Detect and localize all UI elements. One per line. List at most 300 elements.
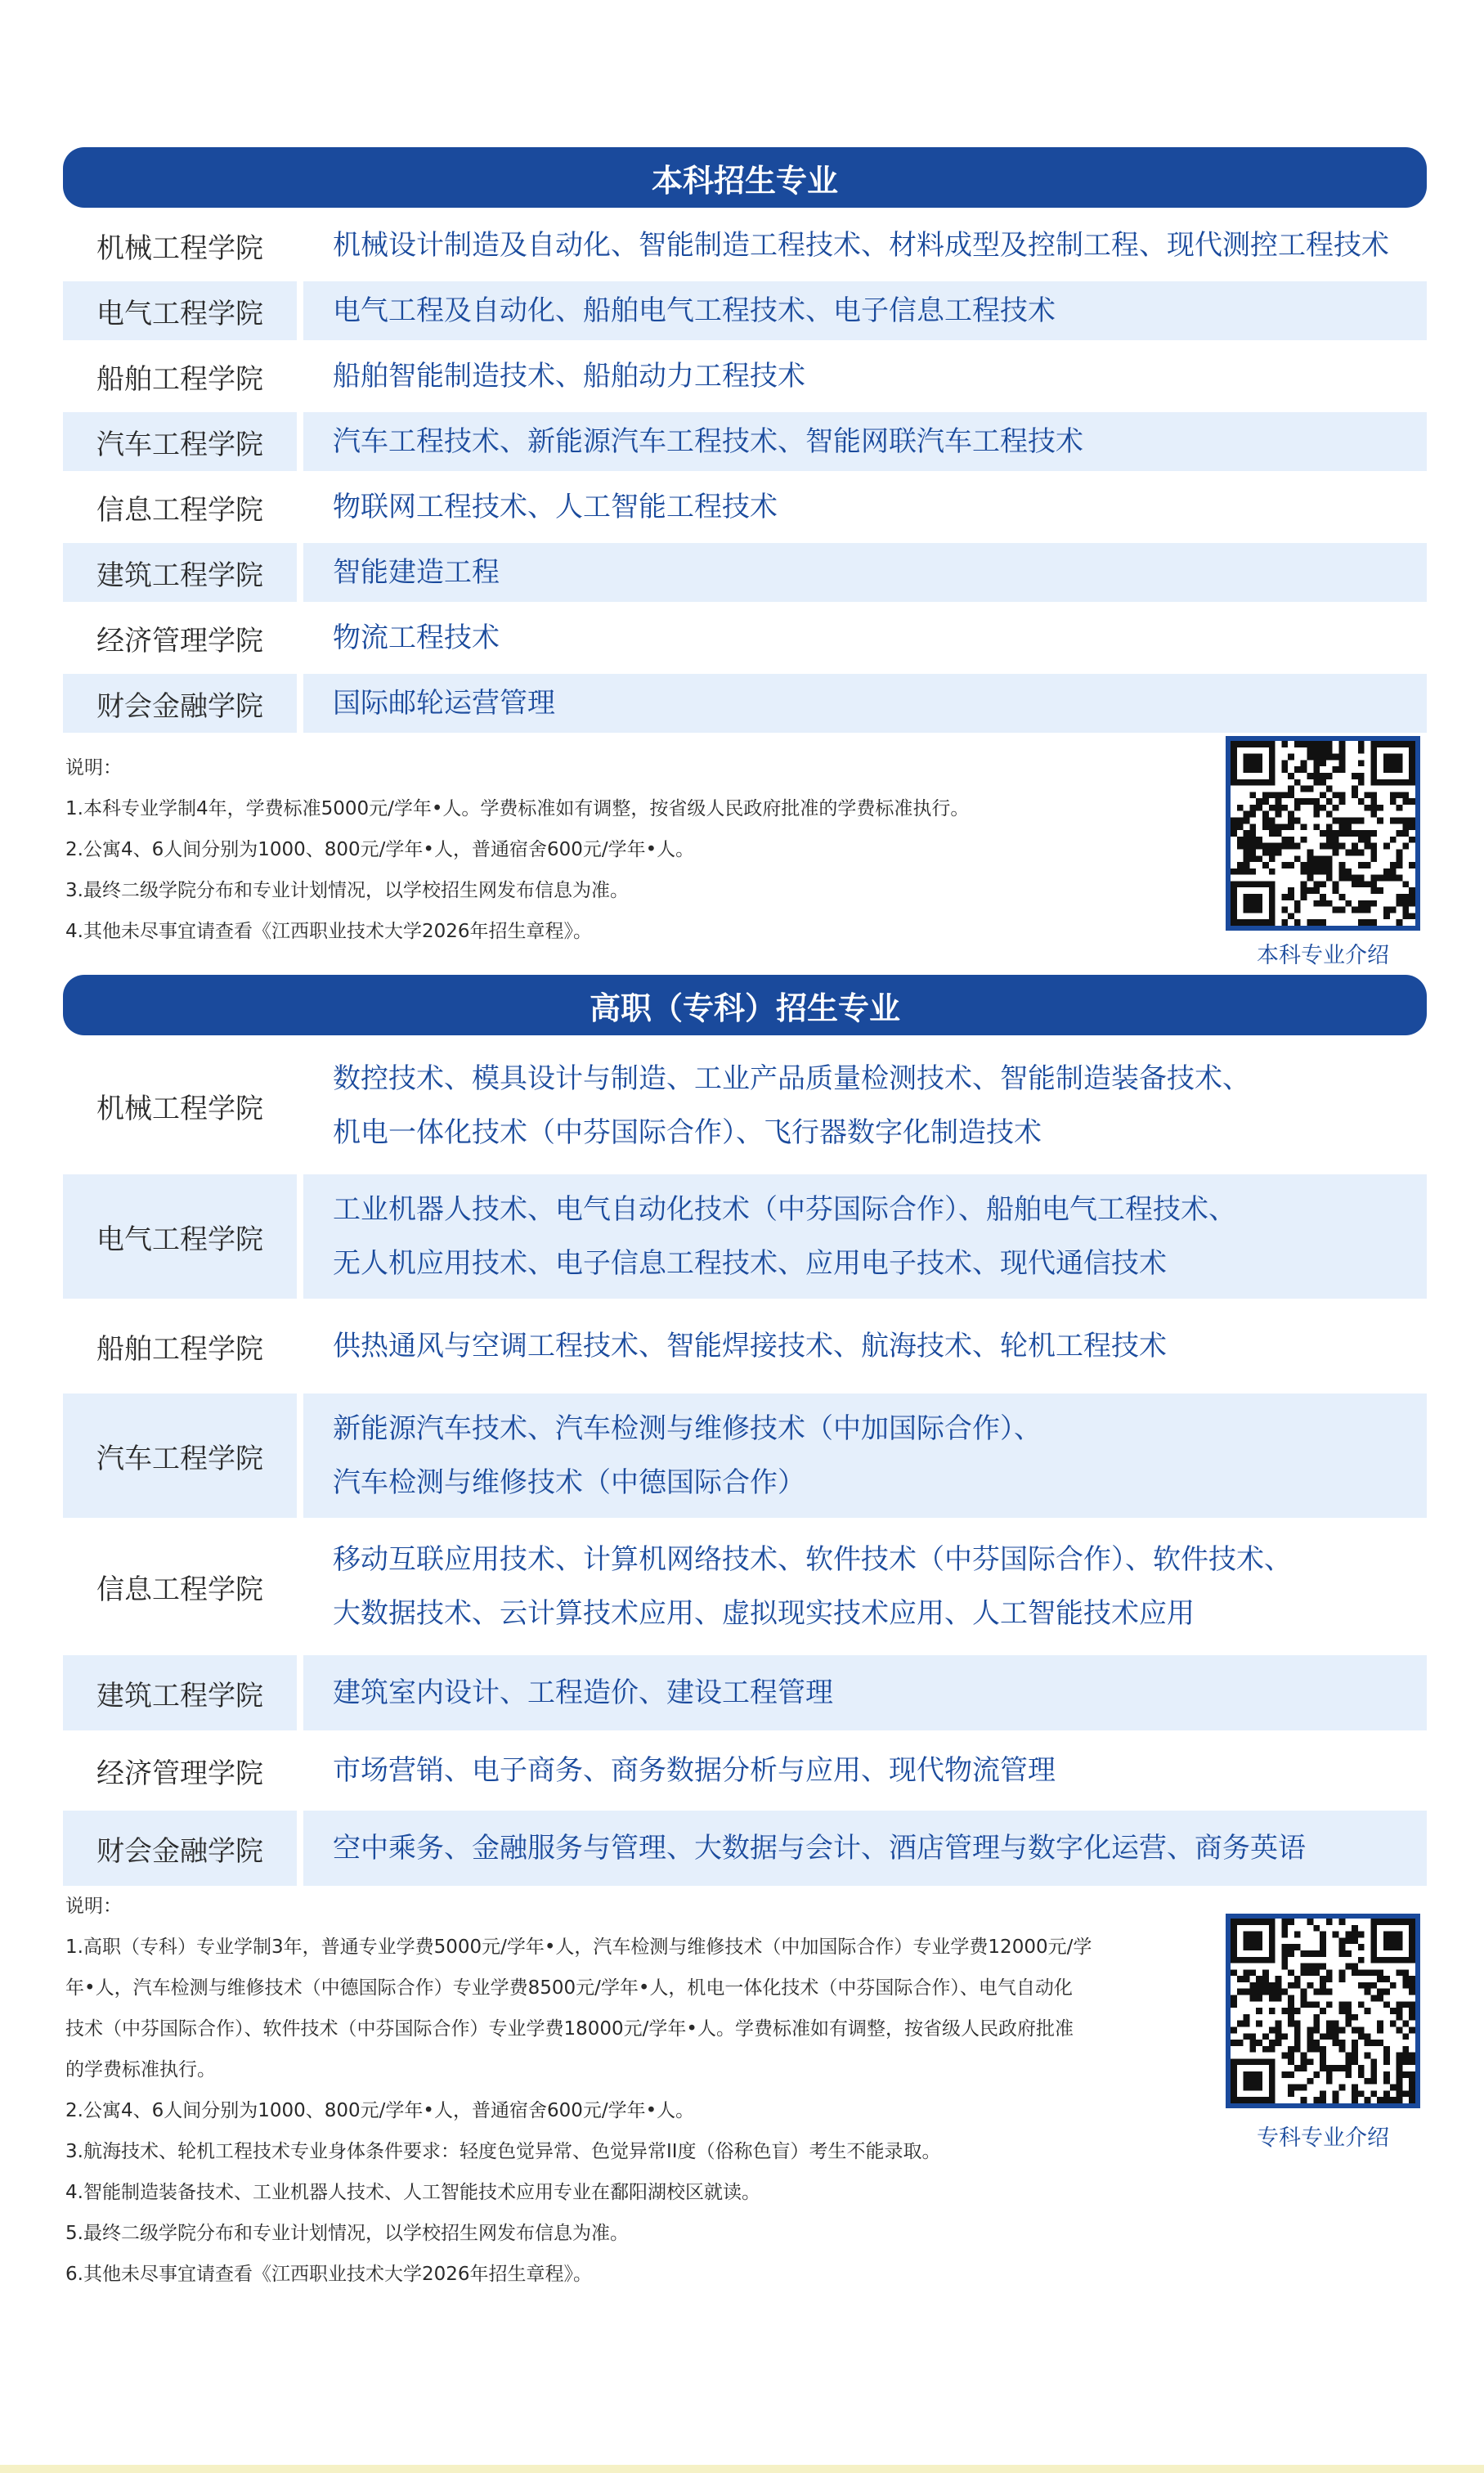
qr-module: [1237, 818, 1244, 824]
qr-module: [1326, 2021, 1333, 2027]
qr-module: [1320, 741, 1326, 747]
qr-module: [1333, 830, 1339, 837]
qr-module: [1358, 1932, 1365, 1938]
qr-module: [1276, 830, 1282, 837]
qr-module: [1326, 2033, 1333, 2040]
qr-module: [1276, 798, 1282, 805]
qr-module: [1307, 741, 1314, 747]
qr-module: [1345, 900, 1352, 907]
qr-module: [1294, 919, 1301, 926]
qr-module: [1281, 919, 1288, 926]
qr-module: [1313, 766, 1320, 773]
vocational-section-title: 高职（专科）招生专业: [63, 975, 1427, 1035]
qr-module: [1320, 747, 1326, 754]
college-name: 电气工程学院: [63, 1174, 297, 1299]
majors-cell: [303, 478, 1427, 536]
qr-module: [1313, 754, 1320, 761]
undergrad-qr-code[interactable]: [1226, 736, 1420, 931]
qr-module: [1320, 2097, 1326, 2103]
qr-module: [1244, 2033, 1250, 2040]
qr-module: [1365, 881, 1371, 887]
qr-module: [1377, 818, 1383, 824]
qr-module: [1294, 2026, 1301, 2033]
qr-module: [1377, 875, 1383, 882]
qr-module: [1307, 2026, 1314, 2033]
qr-module: [1249, 843, 1256, 850]
qr-module: [1390, 2008, 1397, 2014]
qr-module: [1409, 2078, 1415, 2085]
qr-module: [1301, 1995, 1307, 2002]
majors-line: 物联网工程技术、人工智能工程技术: [333, 491, 778, 523]
qr-module: [1333, 2065, 1339, 2071]
qr-module: [1326, 2078, 1333, 2085]
majors-line: 船舶智能制造技术、船舶动力工程技术: [333, 360, 805, 393]
qr-module: [1365, 862, 1371, 868]
table-row: [63, 216, 1427, 275]
table-row: [63, 543, 1427, 602]
qr-module: [1294, 843, 1301, 850]
qr-module: [1294, 766, 1301, 773]
qr-module: [1377, 1995, 1383, 2002]
qr-module: [1313, 2046, 1320, 2053]
qr-module: [1307, 2058, 1314, 2065]
qr-module: [1244, 1932, 1262, 1950]
qr-module: [1352, 792, 1358, 798]
qr-module: [1409, 1989, 1415, 1995]
qr-module: [1402, 818, 1409, 824]
qr-module: [1409, 1976, 1415, 1982]
qr-module: [1281, 741, 1288, 747]
qr-module: [1333, 2090, 1339, 2097]
qr-module: [1294, 2085, 1301, 2091]
qr-module: [1326, 862, 1333, 868]
qr-module: [1352, 830, 1358, 837]
qr-module: [1370, 805, 1377, 811]
qr-module: [1383, 868, 1390, 875]
qr-module: [1320, 1964, 1326, 1970]
qr-module: [1333, 805, 1339, 811]
qr-module: [1383, 2090, 1390, 2097]
qr-module: [1390, 907, 1397, 913]
majors-cell: [303, 1655, 1427, 1730]
qr-module: [1352, 1969, 1358, 1976]
qr-module: [1301, 1989, 1307, 1995]
qr-module: [1409, 2058, 1415, 2065]
qr-module: [1326, 1919, 1333, 1925]
qr-module: [1320, 2058, 1326, 2065]
qr-module: [1409, 837, 1415, 843]
qr-module: [1338, 824, 1345, 830]
qr-module: [1409, 2071, 1415, 2078]
qr-module: [1276, 824, 1282, 830]
qr-module: [1294, 1944, 1301, 1950]
college-name: 汽车工程学院: [63, 412, 297, 471]
college-name: 财会金融学院: [63, 674, 297, 733]
qr-module: [1345, 830, 1352, 837]
qr-module: [1288, 773, 1294, 779]
qr-module: [1269, 1989, 1276, 1995]
qr-module: [1281, 760, 1288, 766]
qr-module: [1231, 2040, 1237, 2046]
qr-module: [1320, 2008, 1326, 2014]
qr-module: [1383, 1976, 1390, 1982]
qr-module: [1307, 773, 1314, 779]
note-line: 的学费标准执行。: [65, 2059, 216, 2080]
qr-module: [1358, 2071, 1365, 2078]
qr-module: [1402, 792, 1409, 798]
qr-module: [1281, 824, 1288, 830]
majors-cell: [303, 1044, 1427, 1168]
qr-module: [1294, 855, 1301, 862]
qr-module: [1377, 1989, 1383, 1995]
qr-module: [1244, 837, 1250, 843]
qr-module: [1352, 2046, 1358, 2053]
qr-module: [1301, 894, 1307, 900]
qr-module: [1256, 2040, 1262, 2046]
qr-module: [1276, 2033, 1282, 2040]
qr-module: [1365, 900, 1371, 907]
qr-module: [1370, 887, 1377, 894]
bottom-strip: [0, 2465, 1484, 2473]
qr-module: [1313, 741, 1320, 747]
qr-module: [1326, 773, 1333, 779]
qr-module: [1377, 2021, 1383, 2027]
qr-module: [1320, 1932, 1326, 1938]
qr-module: [1365, 805, 1371, 811]
qr-module: [1333, 754, 1339, 761]
qr-module: [1307, 798, 1314, 805]
qr-module: [1333, 818, 1339, 824]
note-line: 5.最终二级学院分布和专业计划情况，以学校招生网发布信息为准。: [65, 2223, 629, 2244]
qr-module: [1345, 868, 1352, 875]
qr-module: [1352, 1925, 1358, 1932]
qr-module: [1249, 824, 1256, 830]
qr-module: [1231, 2026, 1237, 2033]
note-line: 技术（中芬国际合作）、软件技术（中芬国际合作）专业学费18000元/学年•人。学费标准如有调整，按省级人民政府批准: [65, 2018, 1074, 2040]
qr-module: [1288, 786, 1294, 792]
college-name: 汽车工程学院: [63, 1394, 297, 1518]
qr-module: [1338, 868, 1345, 875]
qr-module: [1333, 2040, 1339, 2046]
qr-module: [1256, 1995, 1262, 2002]
qr-module: [1338, 2026, 1345, 2033]
qr-module: [1269, 2026, 1276, 2033]
qr-module: [1294, 1932, 1301, 1938]
qr-module: [1231, 1969, 1237, 1976]
qr-module: [1365, 1989, 1371, 1995]
note-line: 2.公寓4、6人间分别为1000、800元/学年•人，普通宿舍600元/学年•人。: [65, 839, 695, 860]
qr-module: [1409, 887, 1415, 894]
qr-module: [1244, 2071, 1262, 2090]
qr-module: [1244, 2021, 1250, 2027]
qr-module: [1301, 798, 1307, 805]
qr-module: [1338, 2065, 1345, 2071]
qr-module: [1333, 2026, 1339, 2033]
qr-module: [1365, 1982, 1371, 1989]
qr-module: [1333, 2033, 1339, 2040]
qr-module: [1307, 919, 1314, 926]
qr-module: [1370, 875, 1377, 882]
qr-module: [1352, 2058, 1358, 2065]
qr-module: [1244, 830, 1250, 837]
majors-cell: [303, 1174, 1427, 1299]
qr-module: [1301, 760, 1307, 766]
qr-module: [1320, 830, 1326, 837]
qr-module: [1231, 1995, 1237, 2002]
qr-module: [1262, 862, 1269, 868]
qr-module: [1365, 919, 1371, 926]
table-row: [63, 1394, 1427, 1518]
qr-module: [1307, 2046, 1314, 2053]
qr-module: [1370, 2071, 1377, 2078]
qr-module: [1326, 824, 1333, 830]
qr-module: [1397, 830, 1403, 837]
qr-module: [1397, 2058, 1403, 2065]
qr-module: [1409, 2053, 1415, 2059]
qr-module: [1390, 798, 1397, 805]
qr-module: [1383, 2071, 1390, 2078]
qr-module: [1276, 1982, 1282, 1989]
qr-module: [1338, 830, 1345, 837]
qr-module: [1288, 2001, 1294, 2008]
qr-module: [1326, 798, 1333, 805]
qr-module: [1402, 2033, 1409, 2040]
qr-module: [1358, 1957, 1365, 1964]
qr-module: [1352, 2090, 1358, 2097]
qr-module: [1313, 798, 1320, 805]
majors-cell: [303, 1394, 1427, 1518]
qr-module: [1383, 913, 1390, 919]
qr-module: [1237, 837, 1244, 843]
qr-module: [1345, 2008, 1352, 2014]
qr-module: [1313, 747, 1320, 754]
qr-module: [1358, 919, 1365, 926]
qr-module: [1288, 792, 1294, 798]
qr-module: [1390, 868, 1397, 875]
qr-module: [1244, 754, 1262, 773]
qr-module: [1397, 2014, 1403, 2021]
qr-module: [1288, 2090, 1294, 2097]
qr-module: [1320, 1944, 1326, 1950]
qr-module: [1281, 2071, 1288, 2078]
qr-module: [1402, 798, 1409, 805]
qr-module: [1301, 2053, 1307, 2059]
qr-module: [1326, 747, 1333, 754]
qr-module: [1256, 855, 1262, 862]
qr-module: [1326, 786, 1333, 792]
qr-module: [1288, 811, 1294, 818]
qr-module: [1281, 1925, 1288, 1932]
qr-module: [1288, 1950, 1294, 1957]
qr-module: [1320, 881, 1326, 887]
qr-module: [1313, 2040, 1320, 2046]
qr-module: [1262, 798, 1269, 805]
qr-module: [1409, 2008, 1415, 2014]
qr-module: [1249, 849, 1256, 855]
qr-module: [1409, 2085, 1415, 2091]
table-row: [63, 1524, 1427, 1649]
qr-module: [1338, 1937, 1345, 1944]
qr-module: [1397, 1969, 1403, 1976]
qr-module: [1333, 837, 1339, 843]
qr-module: [1307, 868, 1314, 875]
qr-module: [1262, 2033, 1269, 2040]
qr-module: [1237, 805, 1244, 811]
qr-module: [1281, 2033, 1288, 2040]
qr-module: [1301, 887, 1307, 894]
qr-module: [1288, 2053, 1294, 2059]
college-name: 机械工程学院: [96, 231, 263, 265]
qr-module: [1294, 2021, 1301, 2027]
qr-module: [1409, 1982, 1415, 1989]
qr-module: [1402, 2021, 1409, 2027]
qr-module: [1370, 2040, 1377, 2046]
qr-module: [1338, 792, 1345, 798]
qr-module: [1288, 843, 1294, 850]
qr-module: [1402, 907, 1409, 913]
qr-module: [1249, 1989, 1256, 1995]
qr-module: [1281, 1944, 1288, 1950]
qr-module: [1338, 2046, 1345, 2053]
qr-module: [1301, 786, 1307, 792]
qr-module: [1313, 1950, 1320, 1957]
qr-module: [1249, 792, 1256, 798]
qr-module: [1345, 2071, 1352, 2078]
qr-module: [1288, 837, 1294, 843]
qr-module: [1338, 894, 1345, 900]
qr-module: [1313, 881, 1320, 887]
qr-module: [1358, 798, 1365, 805]
qr-module: [1313, 760, 1320, 766]
qr-module: [1365, 1969, 1371, 1976]
majors-line: 汽车检测与维修技术（中德国际合作）: [333, 1466, 805, 1499]
qr-module: [1288, 824, 1294, 830]
qr-module: [1301, 2085, 1307, 2091]
qr-module: [1313, 779, 1320, 786]
qr-module: [1409, 862, 1415, 868]
qr-module: [1383, 1932, 1402, 1950]
majors-line: 无人机应用技术、电子信息工程技术、应用电子技术、现代通信技术: [333, 1247, 1167, 1280]
qr-module: [1269, 792, 1276, 798]
qr-module: [1307, 855, 1314, 862]
qr-module: [1365, 837, 1371, 843]
qr-module: [1313, 1969, 1320, 1976]
majors-line: 大数据技术、云计算技术应用、虚拟现实技术应用、人工智能技术应用: [333, 1597, 1195, 1630]
qr-module: [1249, 811, 1256, 818]
qr-module: [1397, 2008, 1403, 2014]
qr-module: [1352, 2014, 1358, 2021]
qr-module: [1281, 766, 1288, 773]
qr-module: [1269, 2046, 1276, 2053]
qr-module: [1237, 1976, 1244, 1982]
qr-module: [1370, 881, 1377, 887]
qr-module: [1281, 1919, 1288, 1925]
qr-module: [1383, 2001, 1390, 2008]
college-name: 信息工程学院: [96, 1573, 263, 1606]
majors-line: 新能源汽车技术、汽车检测与维修技术（中加国际合作）、: [333, 1412, 1042, 1445]
note-line: 2.公寓4、6人间分别为1000、800元/学年•人，普通宿舍600元/学年•人。: [65, 2100, 695, 2121]
qr-module: [1402, 824, 1409, 830]
qr-module: [1307, 786, 1314, 792]
qr-module: [1276, 2021, 1282, 2027]
qr-module: [1370, 2090, 1377, 2097]
majors-line: 机电一体化技术（中芬国际合作）、飞行器数字化制造技术: [333, 1116, 1042, 1149]
qr-module: [1276, 2026, 1282, 2033]
qr-module: [1333, 2021, 1339, 2027]
qr-module: [1333, 792, 1339, 798]
vocational-notes: [65, 1886, 1092, 2295]
qr-module: [1307, 1919, 1314, 1925]
vocational-qr-code[interactable]: [1226, 1914, 1420, 2108]
qr-module: [1288, 754, 1294, 761]
qr-module: [1313, 887, 1320, 894]
qr-module: [1307, 1969, 1314, 1976]
qr-module: [1294, 2046, 1301, 2053]
qr-module: [1244, 1969, 1250, 1976]
qr-module: [1294, 2040, 1301, 2046]
majors-cell: [303, 543, 1427, 602]
qr-module: [1397, 849, 1403, 855]
qr-module: [1338, 798, 1345, 805]
qr-module: [1352, 818, 1358, 824]
note-line: 年•人，汽车检测与维修技术（中德国际合作）专业学费8500元/学年•人，机电一体化技术（中芬国际合作）、电气自动化: [65, 1977, 1073, 1999]
qr-module: [1358, 849, 1365, 855]
qr-module: [1338, 2085, 1345, 2091]
qr-module: [1358, 741, 1365, 747]
qr-module: [1231, 824, 1237, 830]
undergrad-qr-caption: 本科专业介绍: [1257, 943, 1389, 968]
qr-module: [1301, 868, 1307, 875]
vocational-qr-caption: 专科专业介绍: [1257, 2125, 1389, 2151]
qr-module: [1281, 1989, 1288, 1995]
qr-module: [1352, 881, 1358, 887]
qr-module: [1370, 1982, 1377, 1989]
qr-module: [1358, 875, 1365, 882]
qr-module: [1352, 2097, 1358, 2103]
qr-module: [1313, 2014, 1320, 2021]
qr-module: [1288, 1919, 1294, 1925]
qr-module: [1320, 1950, 1326, 1957]
qr-module: [1320, 2033, 1326, 2040]
qr-module: [1294, 907, 1301, 913]
qr-module: [1256, 837, 1262, 843]
qr-module: [1313, 2071, 1320, 2078]
qr-module: [1320, 1937, 1326, 1944]
qr-module: [1288, 2071, 1294, 2078]
qr-module: [1326, 843, 1333, 850]
qr-module: [1307, 887, 1314, 894]
qr-module: [1365, 2008, 1371, 2014]
qr-module: [1365, 907, 1371, 913]
qr-module: [1244, 843, 1250, 850]
qr-module: [1269, 849, 1276, 855]
qr-module: [1402, 2058, 1409, 2065]
qr-module: [1294, 1976, 1301, 1982]
qr-module: [1402, 2090, 1409, 2097]
qr-module: [1237, 824, 1244, 830]
qr-module: [1333, 843, 1339, 850]
qr-module: [1402, 894, 1409, 900]
qr-module: [1281, 1964, 1288, 1970]
qr-module: [1370, 919, 1377, 926]
qr-module: [1402, 830, 1409, 837]
qr-module: [1397, 2078, 1403, 2085]
qr-module: [1345, 1964, 1352, 1970]
qr-module: [1320, 773, 1326, 779]
table-row: [63, 608, 1427, 667]
qr-module: [1301, 1969, 1307, 1976]
qr-module: [1281, 805, 1288, 811]
